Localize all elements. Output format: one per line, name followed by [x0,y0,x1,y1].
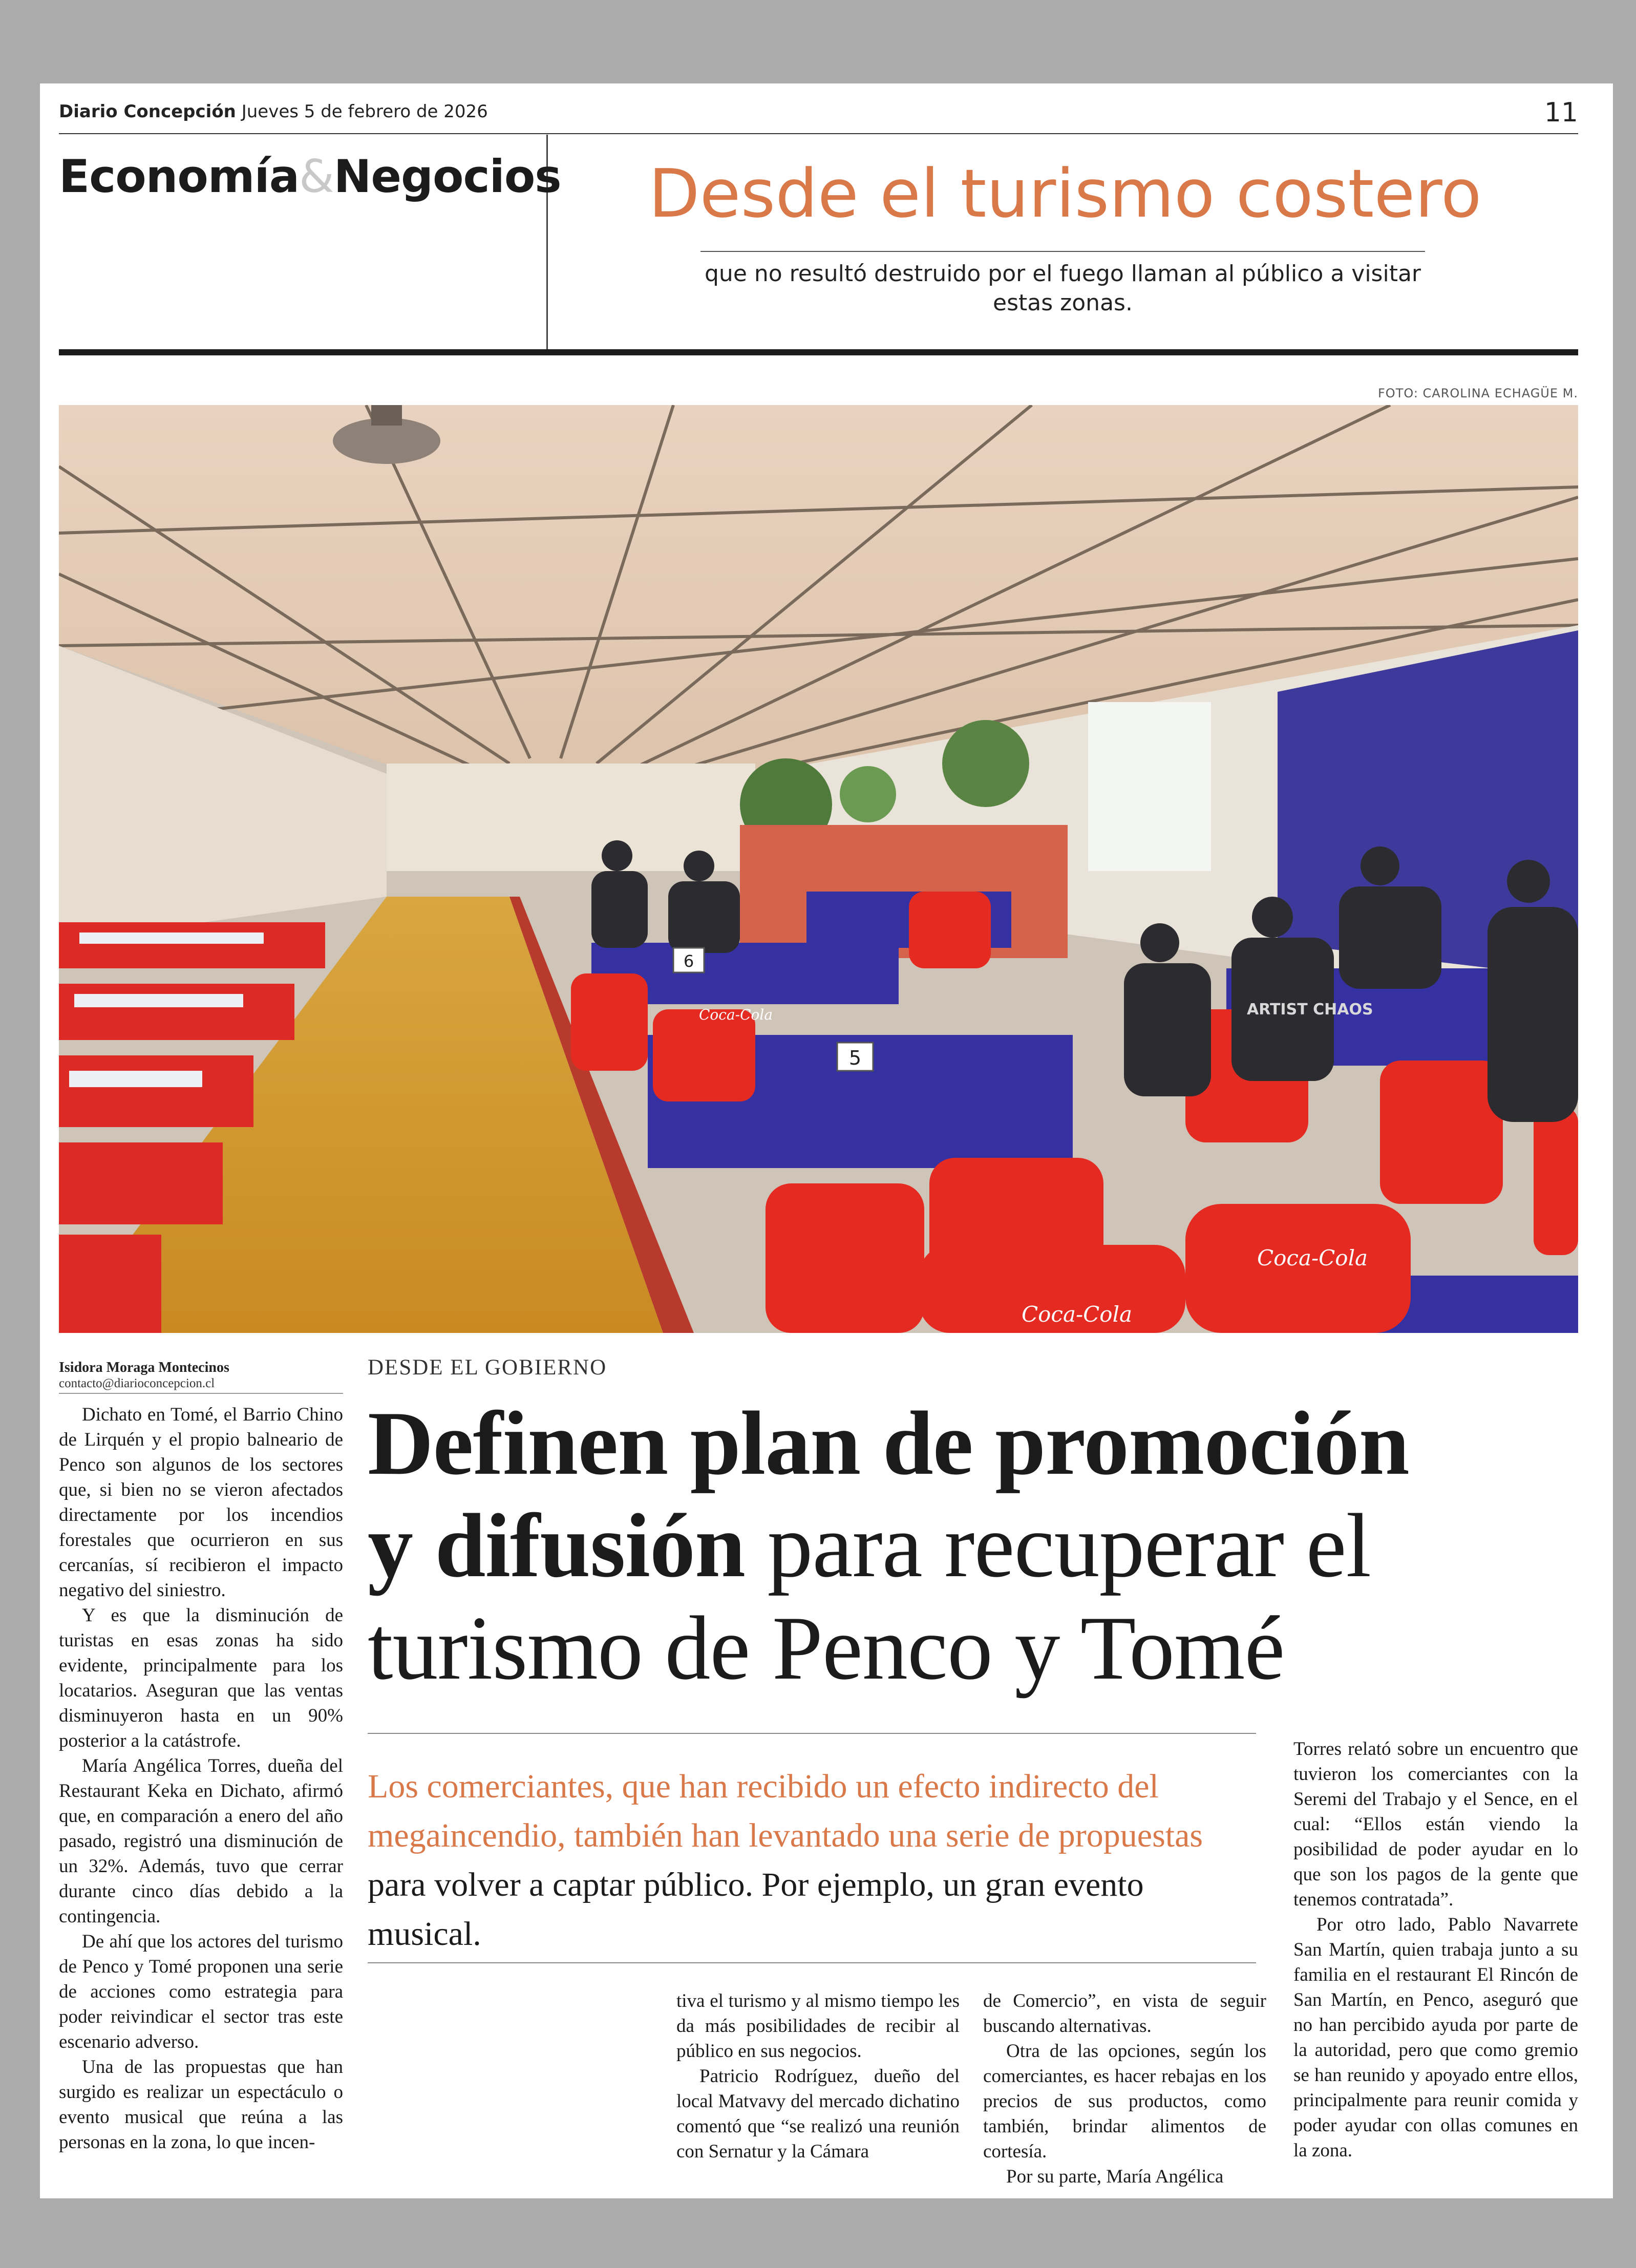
paragraph: Otra de las opciones, según los comerciantes, es hacer rebajas en los precios de sus productos, como también, brindar alimentos de cortesía. [983,2041,1266,2162]
chair-logo-3: Coca-Cola [699,1006,773,1023]
lead-rule-bottom [368,1962,1256,1963]
chair-logo-2: Coca-Cola [1257,1245,1368,1270]
paragraph-continued: de Comercio”, en vista de seguir buscando alternativas. [983,1990,1266,2037]
headline [368,1392,1578,1699]
headline-regular-line3: turismo de Penco y Tomé [368,1597,1285,1699]
section-part1: Economía [59,150,300,203]
paragraph: Por su parte, María Angélica [1006,2166,1224,2187]
lead-highlight: Los comerciantes, que han recibido un efecto indirecto del megaincendio, también han levantado una serie de propuestas [368,1768,1203,1854]
headline-bold-line1: Definen plan de promoción [368,1392,1409,1494]
headline-bold-line2: y difusión [368,1495,745,1596]
paragraph: Y es que la disminución de turistas en esas zonas ha sido evidente, principalmente para los locatarios. Aseguran que las ventas disminuyeron hasta en un 90% posterior a la catástrofe. [59,1605,343,1751]
table-number-6: 6 [683,951,694,971]
section-ampersand: & [299,150,334,203]
chair-logo-1: Coca-Cola [1022,1302,1133,1327]
paragraph-continued: tiva el turismo y al mismo tiempo les da más posibilidades de recibir al público en sus negocios. [676,1990,960,2062]
paragraph: Patricio Rodríguez, dueño del local Matvavy del mercado dichatino comentó que “se realizó una reunión con Sernatur y la Cámara [676,2066,960,2162]
byline-rule [59,1393,343,1394]
photo-illustration [59,405,1578,1333]
restaurant-photo [59,405,1578,1333]
paper-name: Diario Concepción [59,101,236,122]
page-number: 11 [1544,97,1578,128]
kicker-rule [700,251,1425,252]
section-title [59,150,561,203]
newspaper-page [40,83,1613,2198]
author-email[interactable]: contacto@diarioconcepcion.cl [59,1376,215,1390]
author-name: Isidora Moraga Montecinos [59,1360,229,1375]
paragraph: Por otro lado, Pablo Navarrete San Martín, quien trabaja junto a su familia en el restaurant El Rincón de San Martín, en Penco, aseguró que no han percibido ayuda por parte de la autoridad, pero que como gremio se han reunido y apoyado entre ellos, principalmente para reunir comida y poder ayudar con ollas comunes en la zona. [1293,1914,1578,2161]
lead-rest: para volver a captar público. Por ejemplo, un gran evento musical. [368,1866,1144,1953]
photo-credit: FOTO: CAROLINA ECHAGÜE M. [1378,386,1578,400]
paragraph: Dichato en Tomé, el Barrio Chino de Lirquén y el propio balneario de Penco son algunos de los sectores que, si bien no se vieron afectados directamente por los incendios forestales que ocurrieron en sus cercanías, sí recibieron el impacto negativo del siniestro. [59,1404,343,1601]
top-rule [59,133,1578,134]
body-column-2 [676,1988,960,2164]
body-column-1 [59,1402,343,2155]
kicker-title: Desde el turismo costero [648,155,1482,232]
section-part2: Negocios [333,150,561,203]
paragraph: Una de las propuestas que han surgido es realizar un espectáculo o evento musical que reúna a las personas en la zona, lo que incen- [59,2057,343,2153]
masthead [59,101,488,122]
issue-date: Jueves 5 de febrero de 2026 [241,101,488,122]
article-tag: DESDE EL GOBIERNO [368,1355,607,1380]
header-thick-rule [59,349,1578,355]
body-column-3 [983,1988,1266,2189]
body-column-4 [1293,1736,1578,2163]
lead-paragraph [368,1762,1256,1959]
lead-rule-top [368,1733,1256,1734]
kicker-subtitle: que no resultó destruido por el fuego llaman al público a visitar estas zonas. [705,261,1421,316]
paragraph: De ahí que los actores del turismo de Penco y Tomé proponen una serie de acciones como estrategia para poder reivindicar el sector tras este escenario adverso. [59,1931,343,2052]
paragraph: María Angélica Torres, dueña del Restaurant Keka en Dichato, afirmó que, en comparación a enero del año pasado, registró una disminución de un 32%. Además, tuvo que cerrar durante cinco días debido a la contingencia. [59,1755,343,1927]
sweatshirt-print: ARTIST CHAOS [1247,1001,1373,1019]
headline-regular-line2: para recuperar el [745,1495,1371,1596]
paragraph-continued: Torres relató sobre un encuentro que tuvieron los comerciantes con la Seremi del Trabajo y el Sence, en el cual: “Ellos están viendo la posibilidad de poder ayudar en lo que son los pagos de la gente que tenemos contratada”. [1293,1739,1578,1910]
table-number-5: 5 [848,1047,862,1069]
